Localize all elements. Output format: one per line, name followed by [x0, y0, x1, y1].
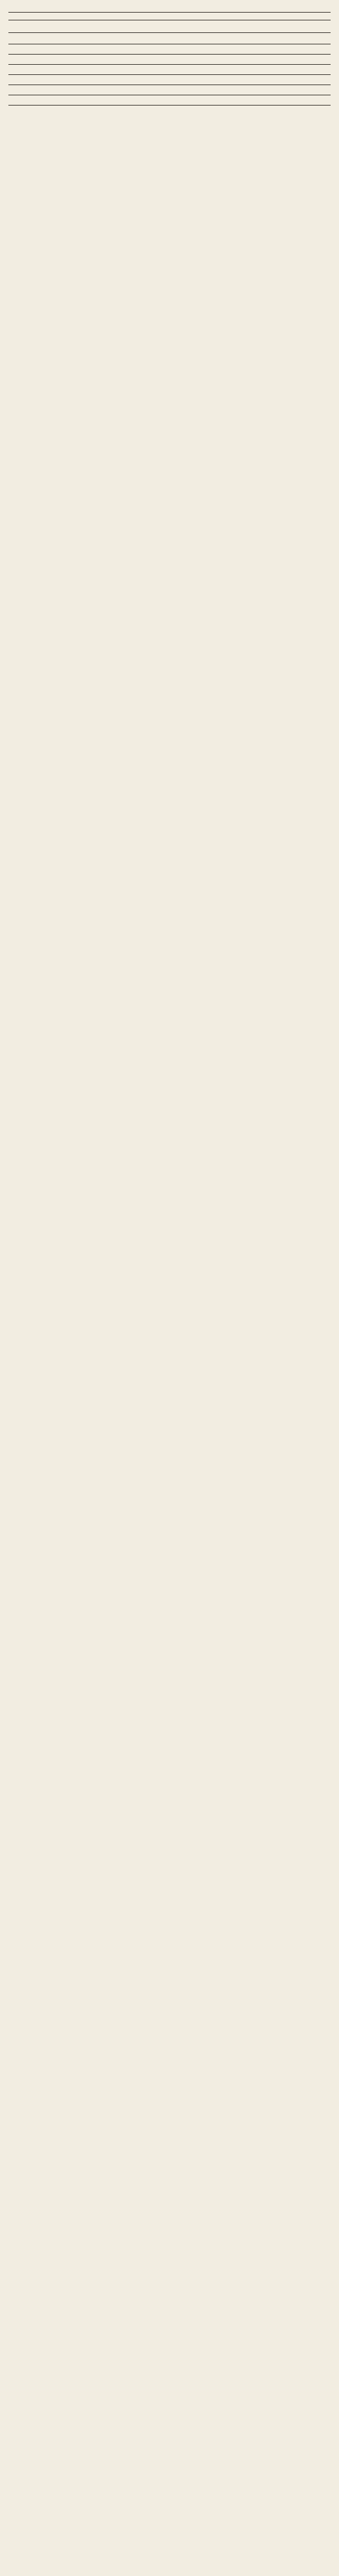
divider — [8, 54, 331, 55]
divider — [8, 105, 331, 106]
divider — [8, 64, 331, 65]
divider — [8, 32, 331, 33]
divider — [8, 74, 331, 75]
divider — [8, 12, 331, 13]
